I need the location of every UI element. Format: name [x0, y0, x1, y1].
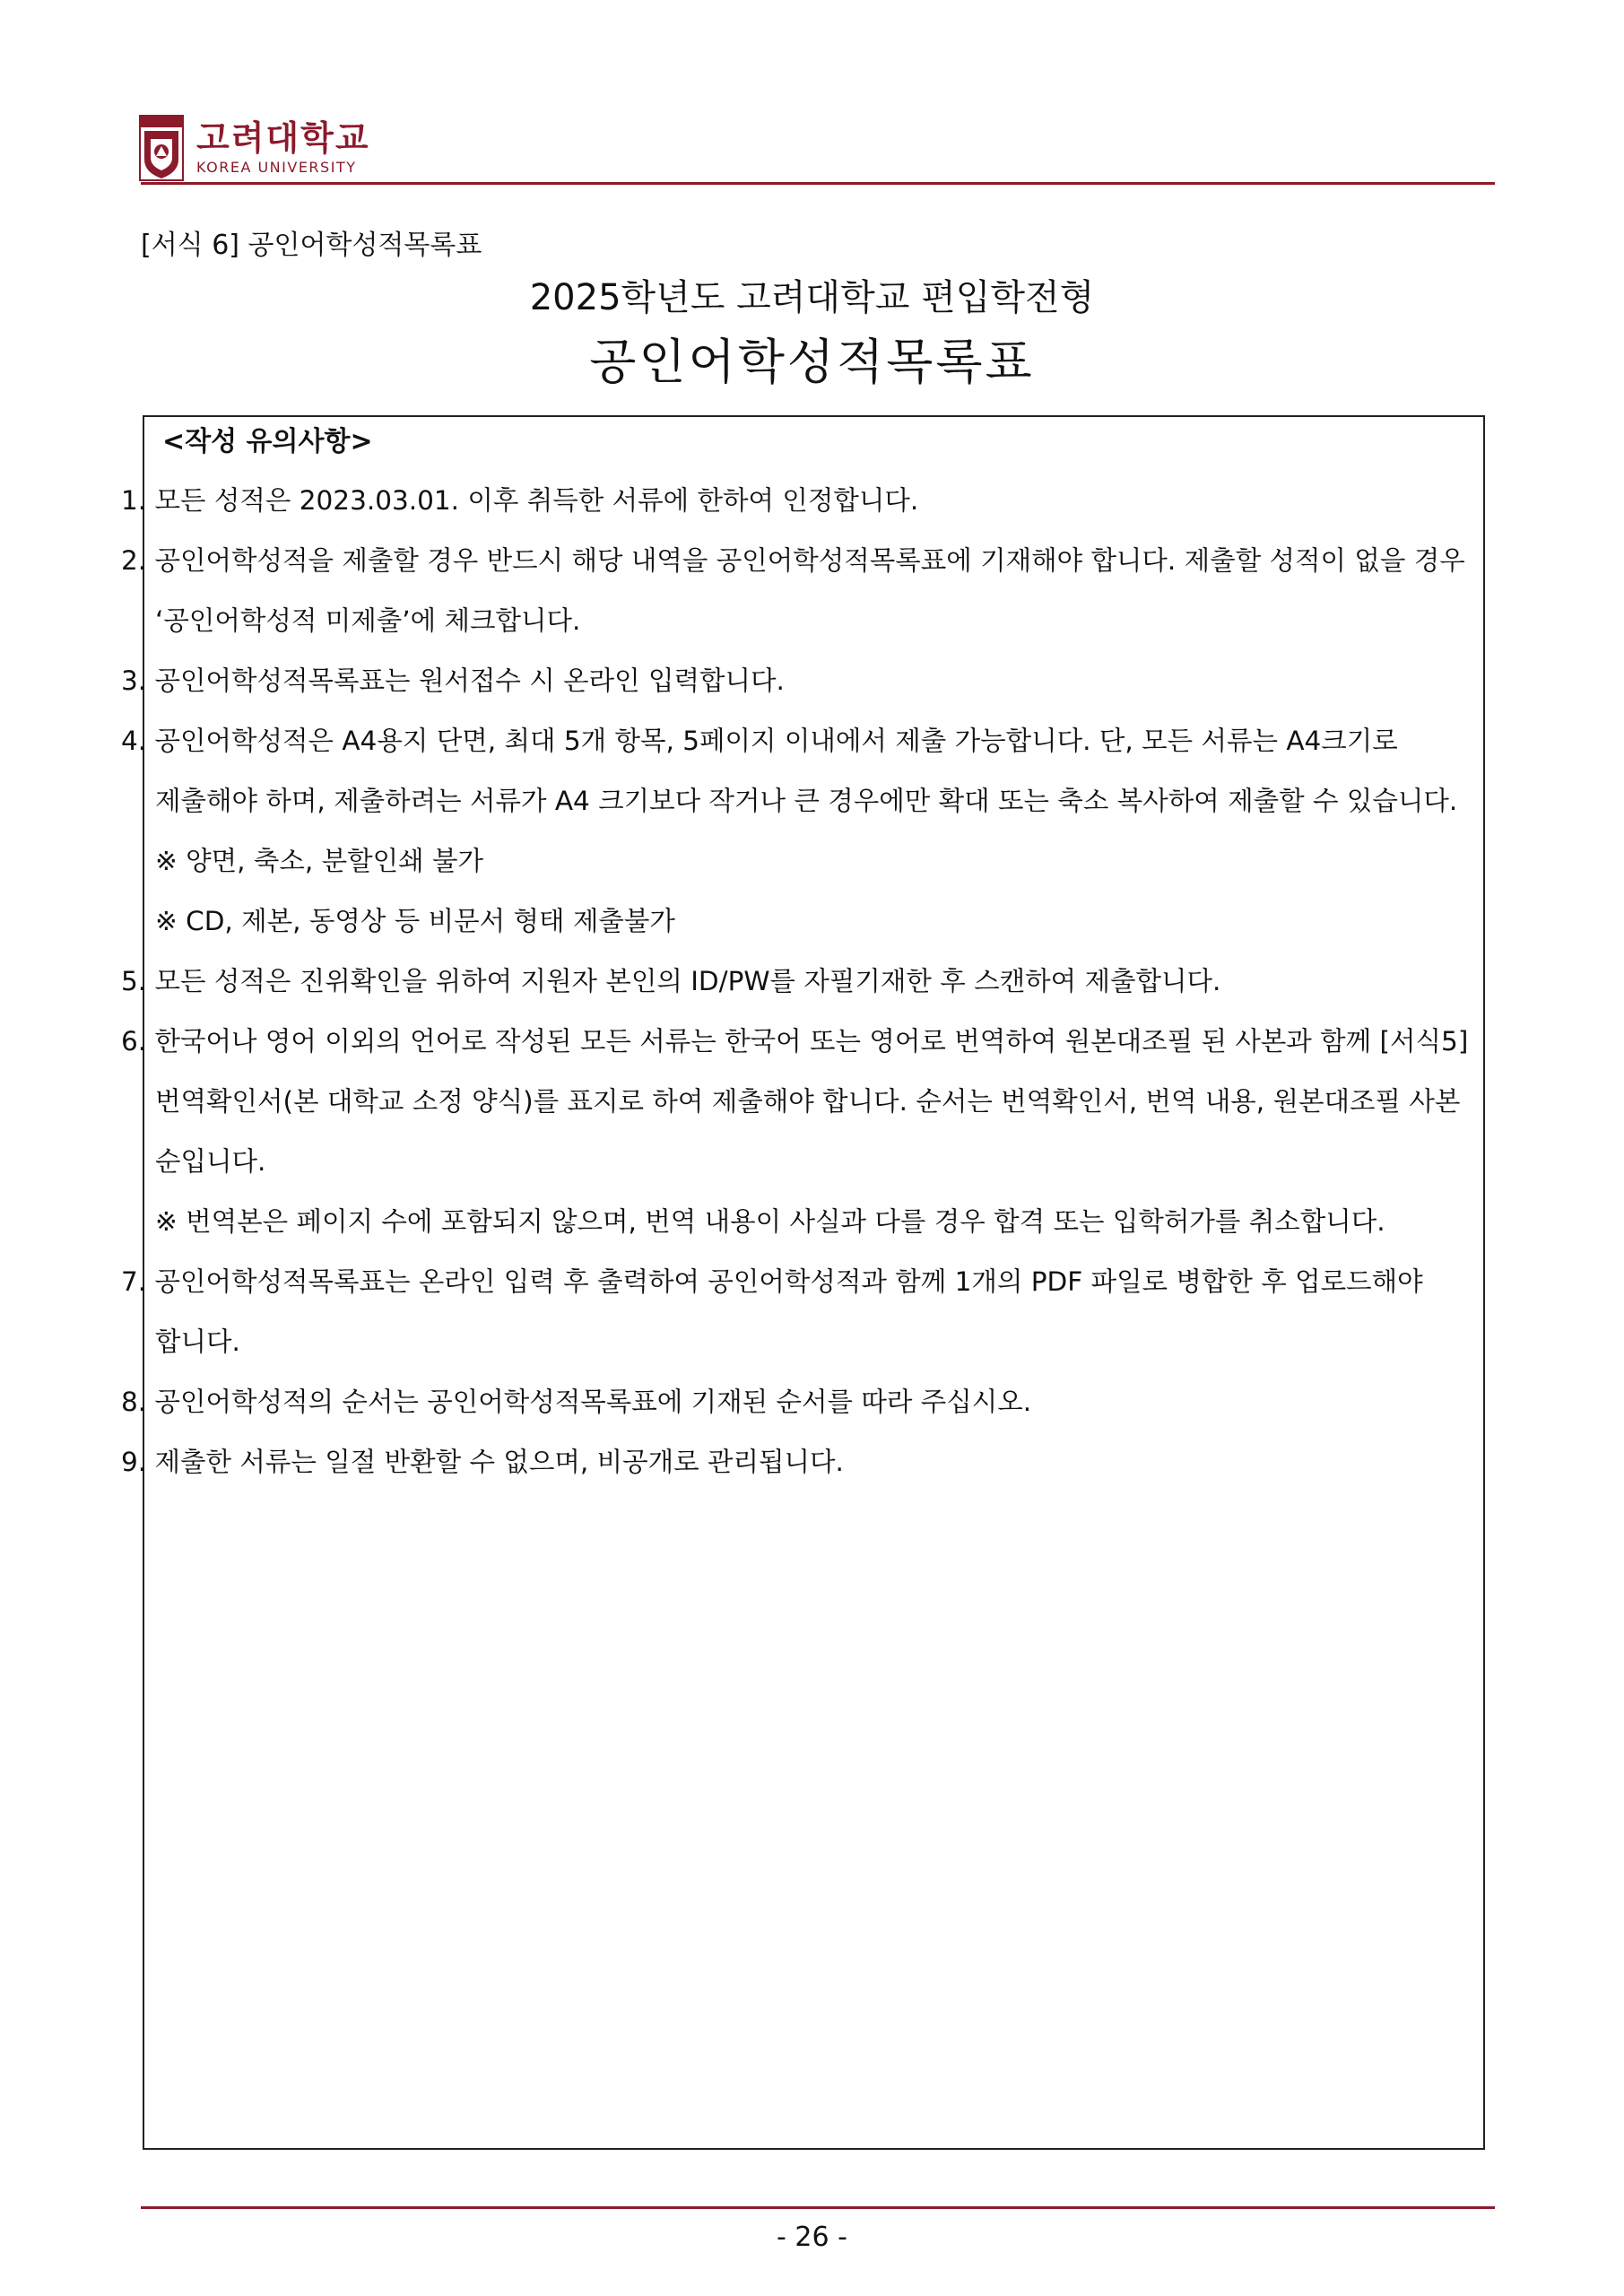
- logo-english-name: KOREA UNIVERSITY: [196, 159, 357, 176]
- note-item: 3. 공인어학성적목록표는 원서접수 시 온라인 입력합니다.: [121, 665, 785, 696]
- notes-box: [121, 415, 1485, 2150]
- note-remark: ※ 양면, 축소, 분할인쇄 불가: [155, 846, 483, 876]
- page-number: - 26 -: [777, 2222, 847, 2253]
- note-item: 4. 공인어학성적은 A4용지 단면, 최대 5개 항목, 5페이지 이내에서 제출 가능합니다. 단, 모든 서류는 A4크기로 제출해야 하며, 제출하려는 서류가 A4 크기보다 작거나 큰 경우에만 확대 또는 축소 복사하여 제출할 수 있습니다.: [121, 726, 1458, 816]
- footer-divider: [141, 2206, 1495, 2209]
- header-divider: [141, 182, 1495, 185]
- notes-list: [121, 471, 1470, 1492]
- university-logo: [139, 113, 370, 183]
- note-item: 9. 제출한 서류는 일절 반환할 수 없으며, 비공개로 관리됩니다.: [121, 1447, 844, 1477]
- note-item: 5. 모든 성적은 진위확인을 위하여 지원자 본인의 ID/PW를 자필기재한 후 스캔하여 제출합니다.: [121, 966, 1221, 996]
- document-title: 2025학년도 고려대학교 편입학전형: [529, 277, 1095, 318]
- logo-korean-name: 고려대학교: [196, 118, 370, 158]
- note-item: 1. 모든 성적은 2023.03.01. 이후 취득한 서류에 한하여 인정합니다.: [121, 485, 919, 516]
- note-item: 8. 공인어학성적의 순서는 공인어학성적목록표에 기재된 순서를 따라 주십시오.: [121, 1387, 1032, 1417]
- university-emblem-icon: [139, 115, 184, 181]
- logo-text: [196, 118, 370, 178]
- document-subtitle: 공인어학성적목록표: [589, 334, 1035, 390]
- notes-heading: <작성 유의사항>: [162, 426, 373, 457]
- note-remark: ※ 번역본은 페이지 수에 포함되지 않으며, 번역 내용이 사실과 다를 경우 합격 또는 입학허가를 취소합니다.: [155, 1206, 1385, 1237]
- note-item: 7. 공인어학성적목록표는 온라인 입력 후 출력하여 공인어학성적과 함께 1개의 PDF 파일로 병합한 후 업로드해야 합니다.: [121, 1266, 1423, 1357]
- form-label: [서식 6] 공인어학성적목록표: [141, 230, 482, 261]
- note-item: 6. 한국어나 영어 이외의 언어로 작성된 모든 서류는 한국어 또는 영어로 번역하여 원본대조필 된 사본과 함께 [서식5] 번역확인서(본 대학교 소정 양식)를 표지로 하여 제출해야 합니다. 순서는 번역확인서, 번역 내용, 원본대조필 사본 순입니다.: [121, 1026, 1469, 1177]
- note-remark: ※ CD, 제본, 동영상 등 비문서 형태 제출불가: [155, 906, 675, 936]
- note-item: 2. 공인어학성적을 제출할 경우 반드시 해당 내역을 공인어학성적목록표에 기재해야 합니다. 제출할 성적이 없을 경우 ‘공인어학성적 미제출’에 체크합니다.: [121, 545, 1465, 636]
